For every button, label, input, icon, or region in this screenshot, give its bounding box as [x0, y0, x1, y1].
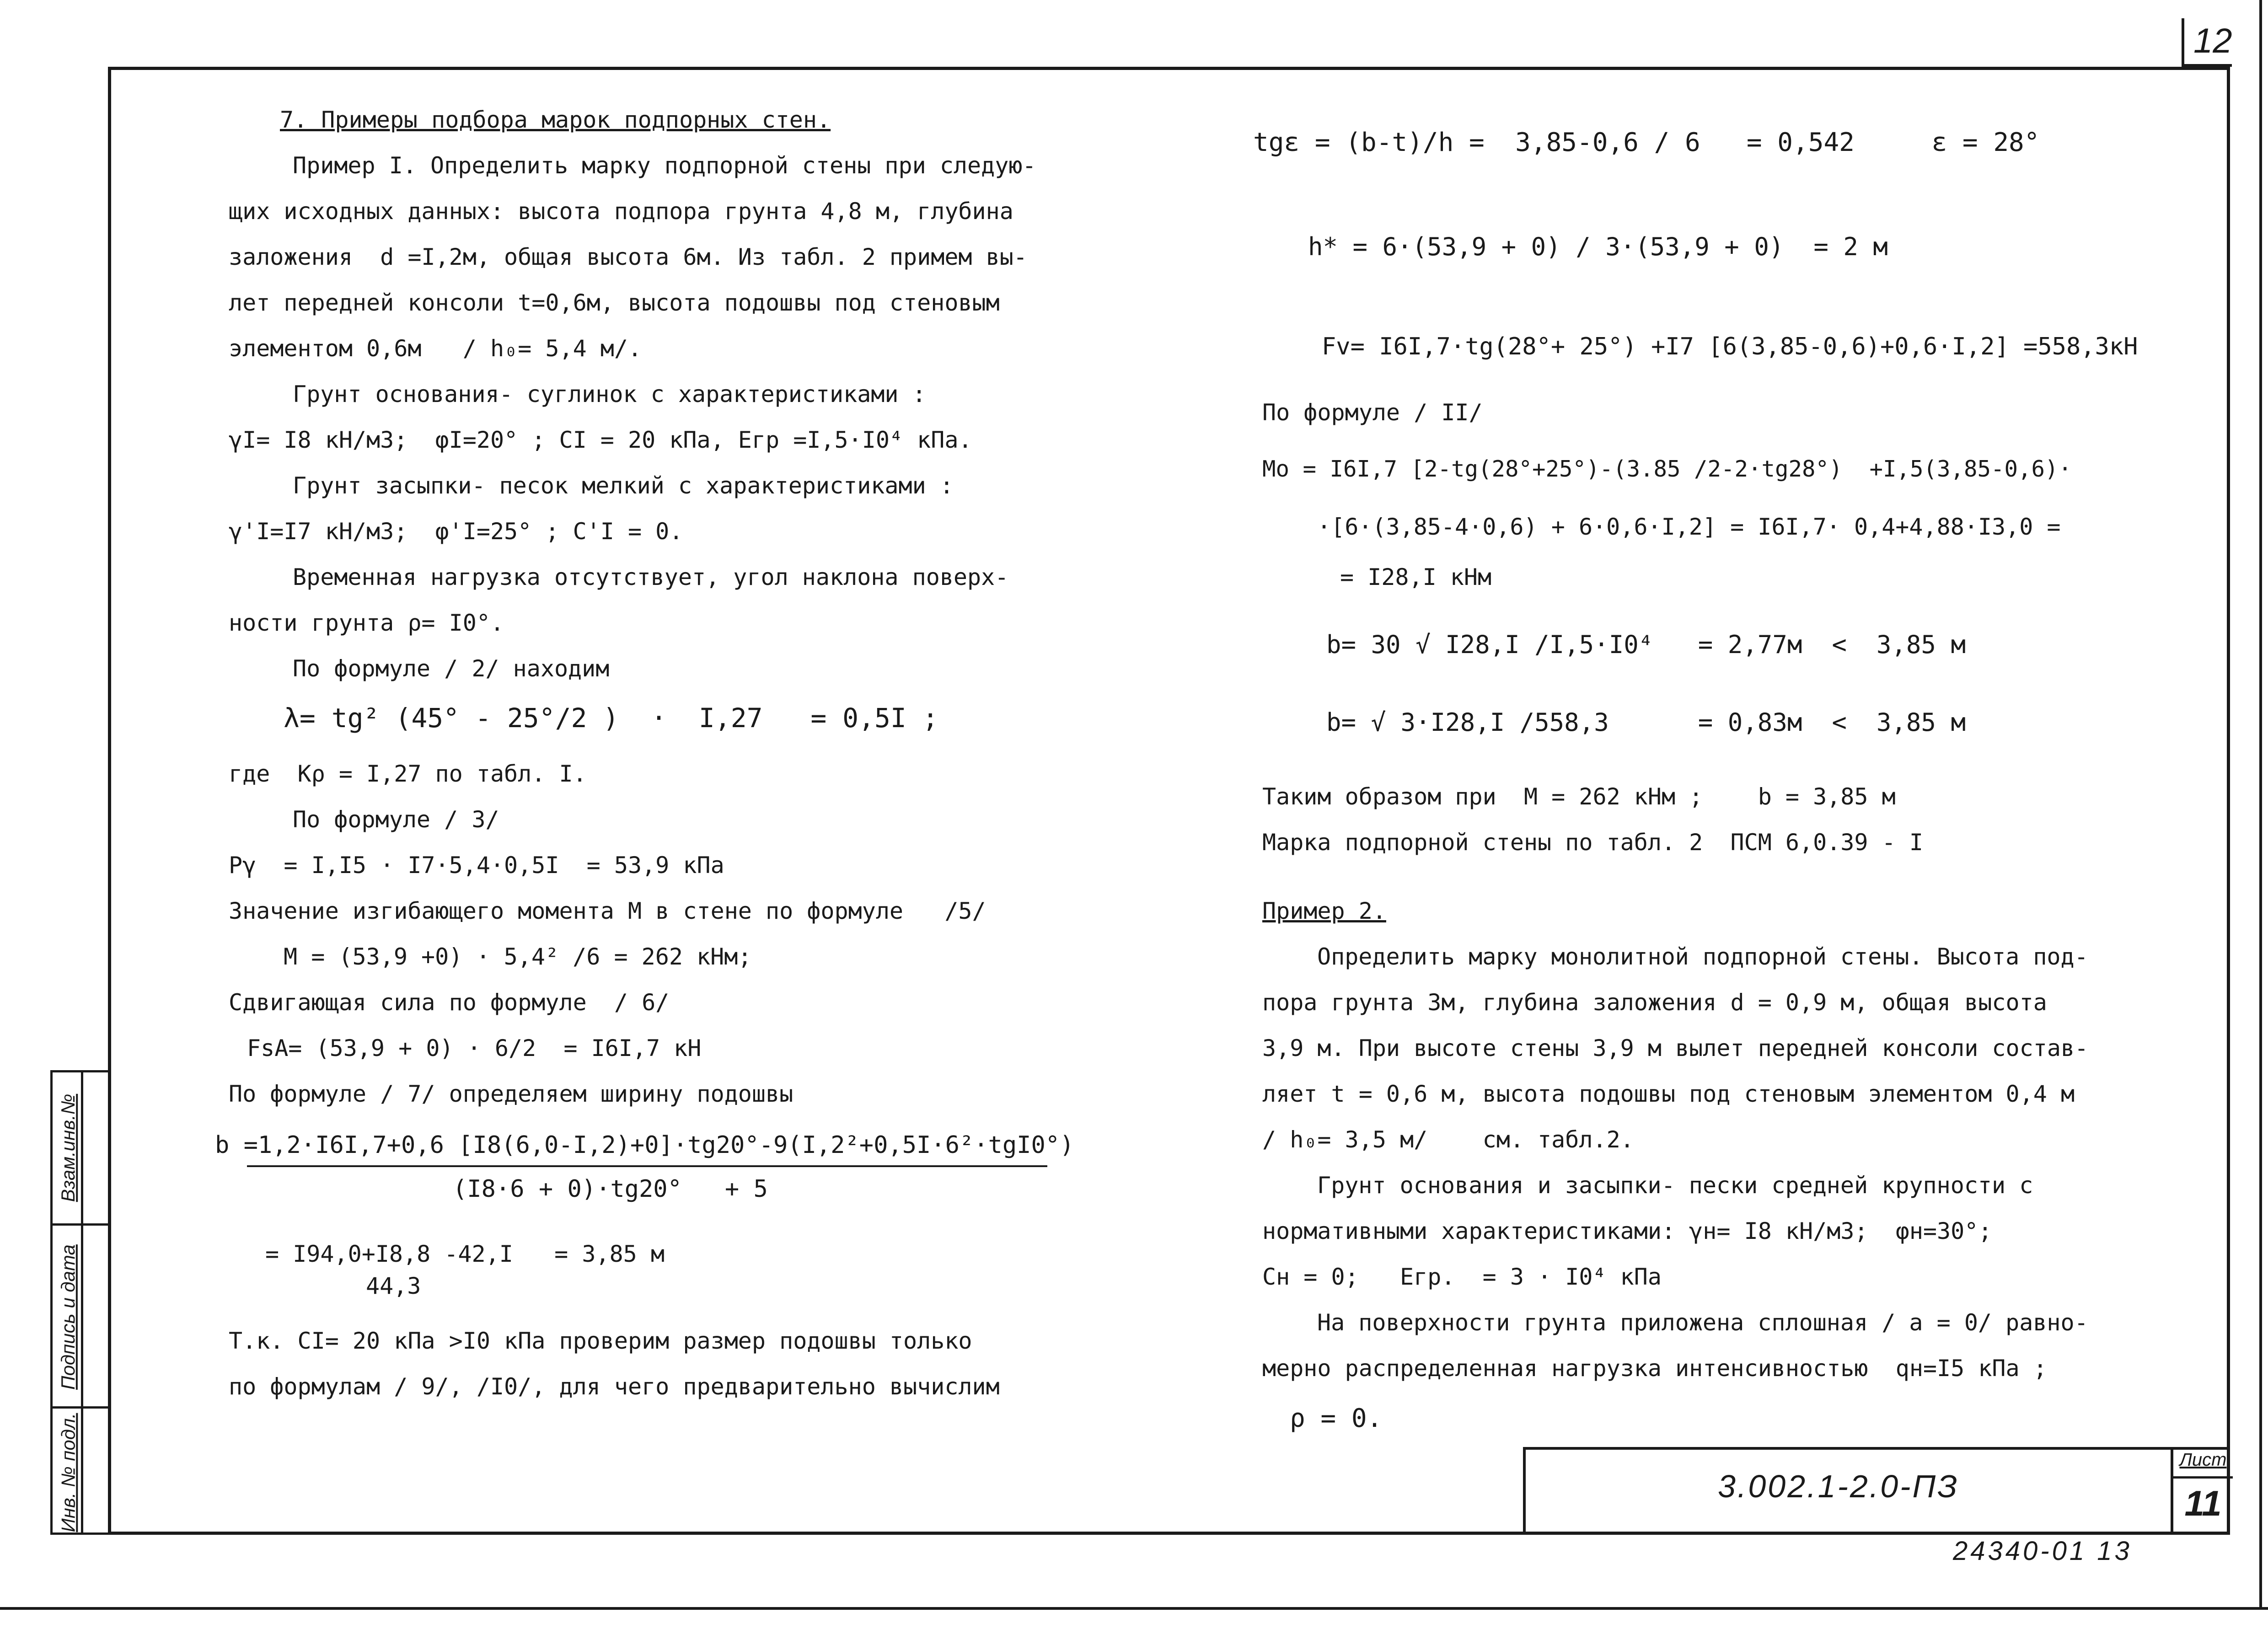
text-line: пора грунта 3м, глубина заложения d = 0,9 м, общая высота: [1262, 989, 2047, 1016]
text-line: По формуле / II/: [1262, 399, 1483, 426]
formula-line: Pγ = I,I5 · I7·5,4·0,5I = 53,9 кПа: [229, 852, 724, 879]
text-line: где Kρ = I,27 по табл. I.: [229, 761, 587, 787]
formula-line: = I94,0+I8,8 -42,I = 3,85 м: [265, 1241, 665, 1267]
formula-line: ·[6·(3,85-4·0,6) + 6·0,6·I,2] = I6I,7· 0,4+4,88·I3,0 =: [1317, 514, 2061, 540]
formula-line: ρ = 0.: [1290, 1404, 1383, 1433]
sidebar-divider: [53, 1406, 108, 1409]
text-line: Грунт основания- суглинок с характеристиками :: [293, 381, 926, 407]
text-line: На поверхности грунта приложена сплошная / a = 0/ равно-: [1317, 1309, 2088, 1336]
formula-line: b= √ 3·I28,I /558,3 = 0,83м < 3,85 м: [1326, 708, 1966, 737]
text-line: щих исходных данных: высота подпора грунта 4,8 м, глубина: [229, 198, 1013, 225]
formula-line: tgε = (b-t)/h = 3,85-0,6 / 6 = 0,542 ε = 28°: [1253, 128, 2040, 157]
text-line: Временная нагрузка отсутствует, угол наклона поверх-: [293, 564, 1009, 590]
formula-line: λ= tg² (45° - 25°/2 ) · I,27 = 0,5I ;: [284, 702, 938, 734]
document-code: 3.002.1-2.0-ПЗ: [1718, 1468, 1959, 1504]
formula-denominator: (I8·6 + 0)·tg20° + 5: [453, 1175, 768, 1203]
formula-line: Fv= I6I,7·tg(28°+ 25°) +I7 [6(3,85-0,6)+0,6·I,2] =558,3кН: [1322, 333, 2138, 360]
formula-line: Cн = 0; Eгр. = 3 · I0⁴ кПа: [1262, 1264, 1662, 1290]
formula-line: FsA= (53,9 + 0) · 6/2 = I6I,7 кН: [247, 1035, 702, 1061]
text-line: Марка подпорной стены по табл. 2 ПСМ 6,0.39 - I: [1262, 829, 1923, 856]
text-line: Грунт засыпки- песок мелкий с характеристиками :: [293, 472, 954, 499]
formula-line: нормативными характеристиками: γн= I8 кН/м3; φн=30°;: [1262, 1218, 1992, 1244]
formula-line: M = (53,9 +0) · 5,4² /6 = 262 кНм;: [284, 943, 752, 970]
text-line: ности грунта ρ= I0°.: [229, 610, 504, 636]
text-line: мерно распределенная нагрузка интенсивностью qн=I5 кПа ;: [1262, 1355, 2047, 1382]
sidebar-divider: [53, 1223, 108, 1226]
sheet-header: Лист: [2173, 1450, 2233, 1479]
text-line: элементом 0,6м / h₀= 5,4 м/.: [229, 335, 642, 362]
text-line: лет передней консоли t=0,6м, высота подошвы под стеновым: [229, 289, 1000, 316]
text-line: Определить марку монолитной подпорной стены. Высота под-: [1317, 943, 2088, 970]
text-line: По формуле / 7/ определяем ширину подошвы: [229, 1081, 794, 1107]
sidebar-label-sign: [56, 1228, 80, 1406]
text-line: По формуле / 3/: [293, 806, 499, 833]
formula-line: Mo = I6I,7 [2-tg(28°+25°)-(3.85 /2-2·tg28°) +I,5(3,85-0,6)·: [1262, 456, 2072, 482]
text-line: Сдвигающая сила по формуле / 6/: [229, 989, 670, 1016]
text-line: Грунт основания и засыпки- пески средней крупности с: [1317, 1172, 2033, 1199]
inventory-number: 24340-01 13: [1953, 1536, 2132, 1566]
text-line: ляет t = 0,6 м, высота подошвы под стеновым элементом 0,4 м: [1262, 1081, 2075, 1107]
text-line: По формуле / 2/ находим: [293, 655, 610, 682]
sidebar-label-text: Подпись и дата: [57, 1244, 79, 1390]
formula-denominator: 44,3: [366, 1273, 421, 1299]
page-number: 12: [2193, 21, 2232, 60]
sidebar-stamp: [50, 1070, 108, 1535]
title-block: [1523, 1447, 2230, 1535]
formula-line: = I28,I кНм: [1340, 564, 1492, 590]
trim-line: [0, 1607, 2268, 1610]
sidebar-label-text: Инв. № подл.: [57, 1413, 79, 1533]
text-line: Значение изгибающего момента М в стене по формуле /5/: [229, 898, 986, 924]
sheet-number: 11: [2184, 1483, 2222, 1523]
sheet-cell: [2171, 1450, 2233, 1535]
text-line: Пример I. Определить марку подпорной стены при следую-: [293, 152, 1036, 179]
text-line: Таким образом при M = 262 кНм ; b = 3,85 м: [1262, 783, 1896, 810]
text-line: 3,9 м. При высоте стены 3,9 м вылет передней консоли состав-: [1262, 1035, 2089, 1061]
example-title: Пример 2.: [1262, 898, 1386, 924]
text-line: / h₀= 3,5 м/ см. табл.2.: [1262, 1126, 1634, 1153]
trim-line-right: [2259, 0, 2262, 1607]
formula-line: h* = 6·(53,9 + 0) / 3·(53,9 + 0) = 2 м: [1308, 232, 1888, 261]
section-title: 7. Примеры подбора марок подпорных стен.: [280, 107, 831, 133]
sidebar-label-replace: [56, 1072, 80, 1223]
text-line: по формулам / 9/, /I0/, для чего предварительно вычислим: [229, 1373, 1000, 1400]
formula-line: b= 30 √ I28,I /I,5·I0⁴ = 2,77м < 3,85 м: [1326, 630, 1966, 659]
text-line: заложения d =I,2м, общая высота 6м. Из табл. 2 примем вы-: [229, 244, 1027, 270]
formula-line: γI= I8 кН/м3; φI=20° ; CI = 20 кПа, Eгр =I,5·I0⁴ кПа.: [229, 427, 972, 453]
formula-line: γ'I=I7 кН/м3; φ'I=25° ; C'I = 0.: [229, 518, 683, 545]
fraction-bar: [247, 1165, 1047, 1167]
sidebar-label-text: Взам.инв.№: [57, 1093, 79, 1202]
page-number-box: [2182, 18, 2232, 67]
text-line: Т.к. CI= 20 кПа >I0 кПа проверим размер подошвы только: [229, 1328, 972, 1354]
formula-numerator: b =1,2·I6I,7+0,6 [I8(6,0-I,2)+0]·tg20°-9(I,2²+0,5I·6²·tgI0°): [215, 1131, 1074, 1159]
sidebar-divider-vertical: [81, 1072, 83, 1533]
sidebar-label-inv: [56, 1411, 80, 1534]
